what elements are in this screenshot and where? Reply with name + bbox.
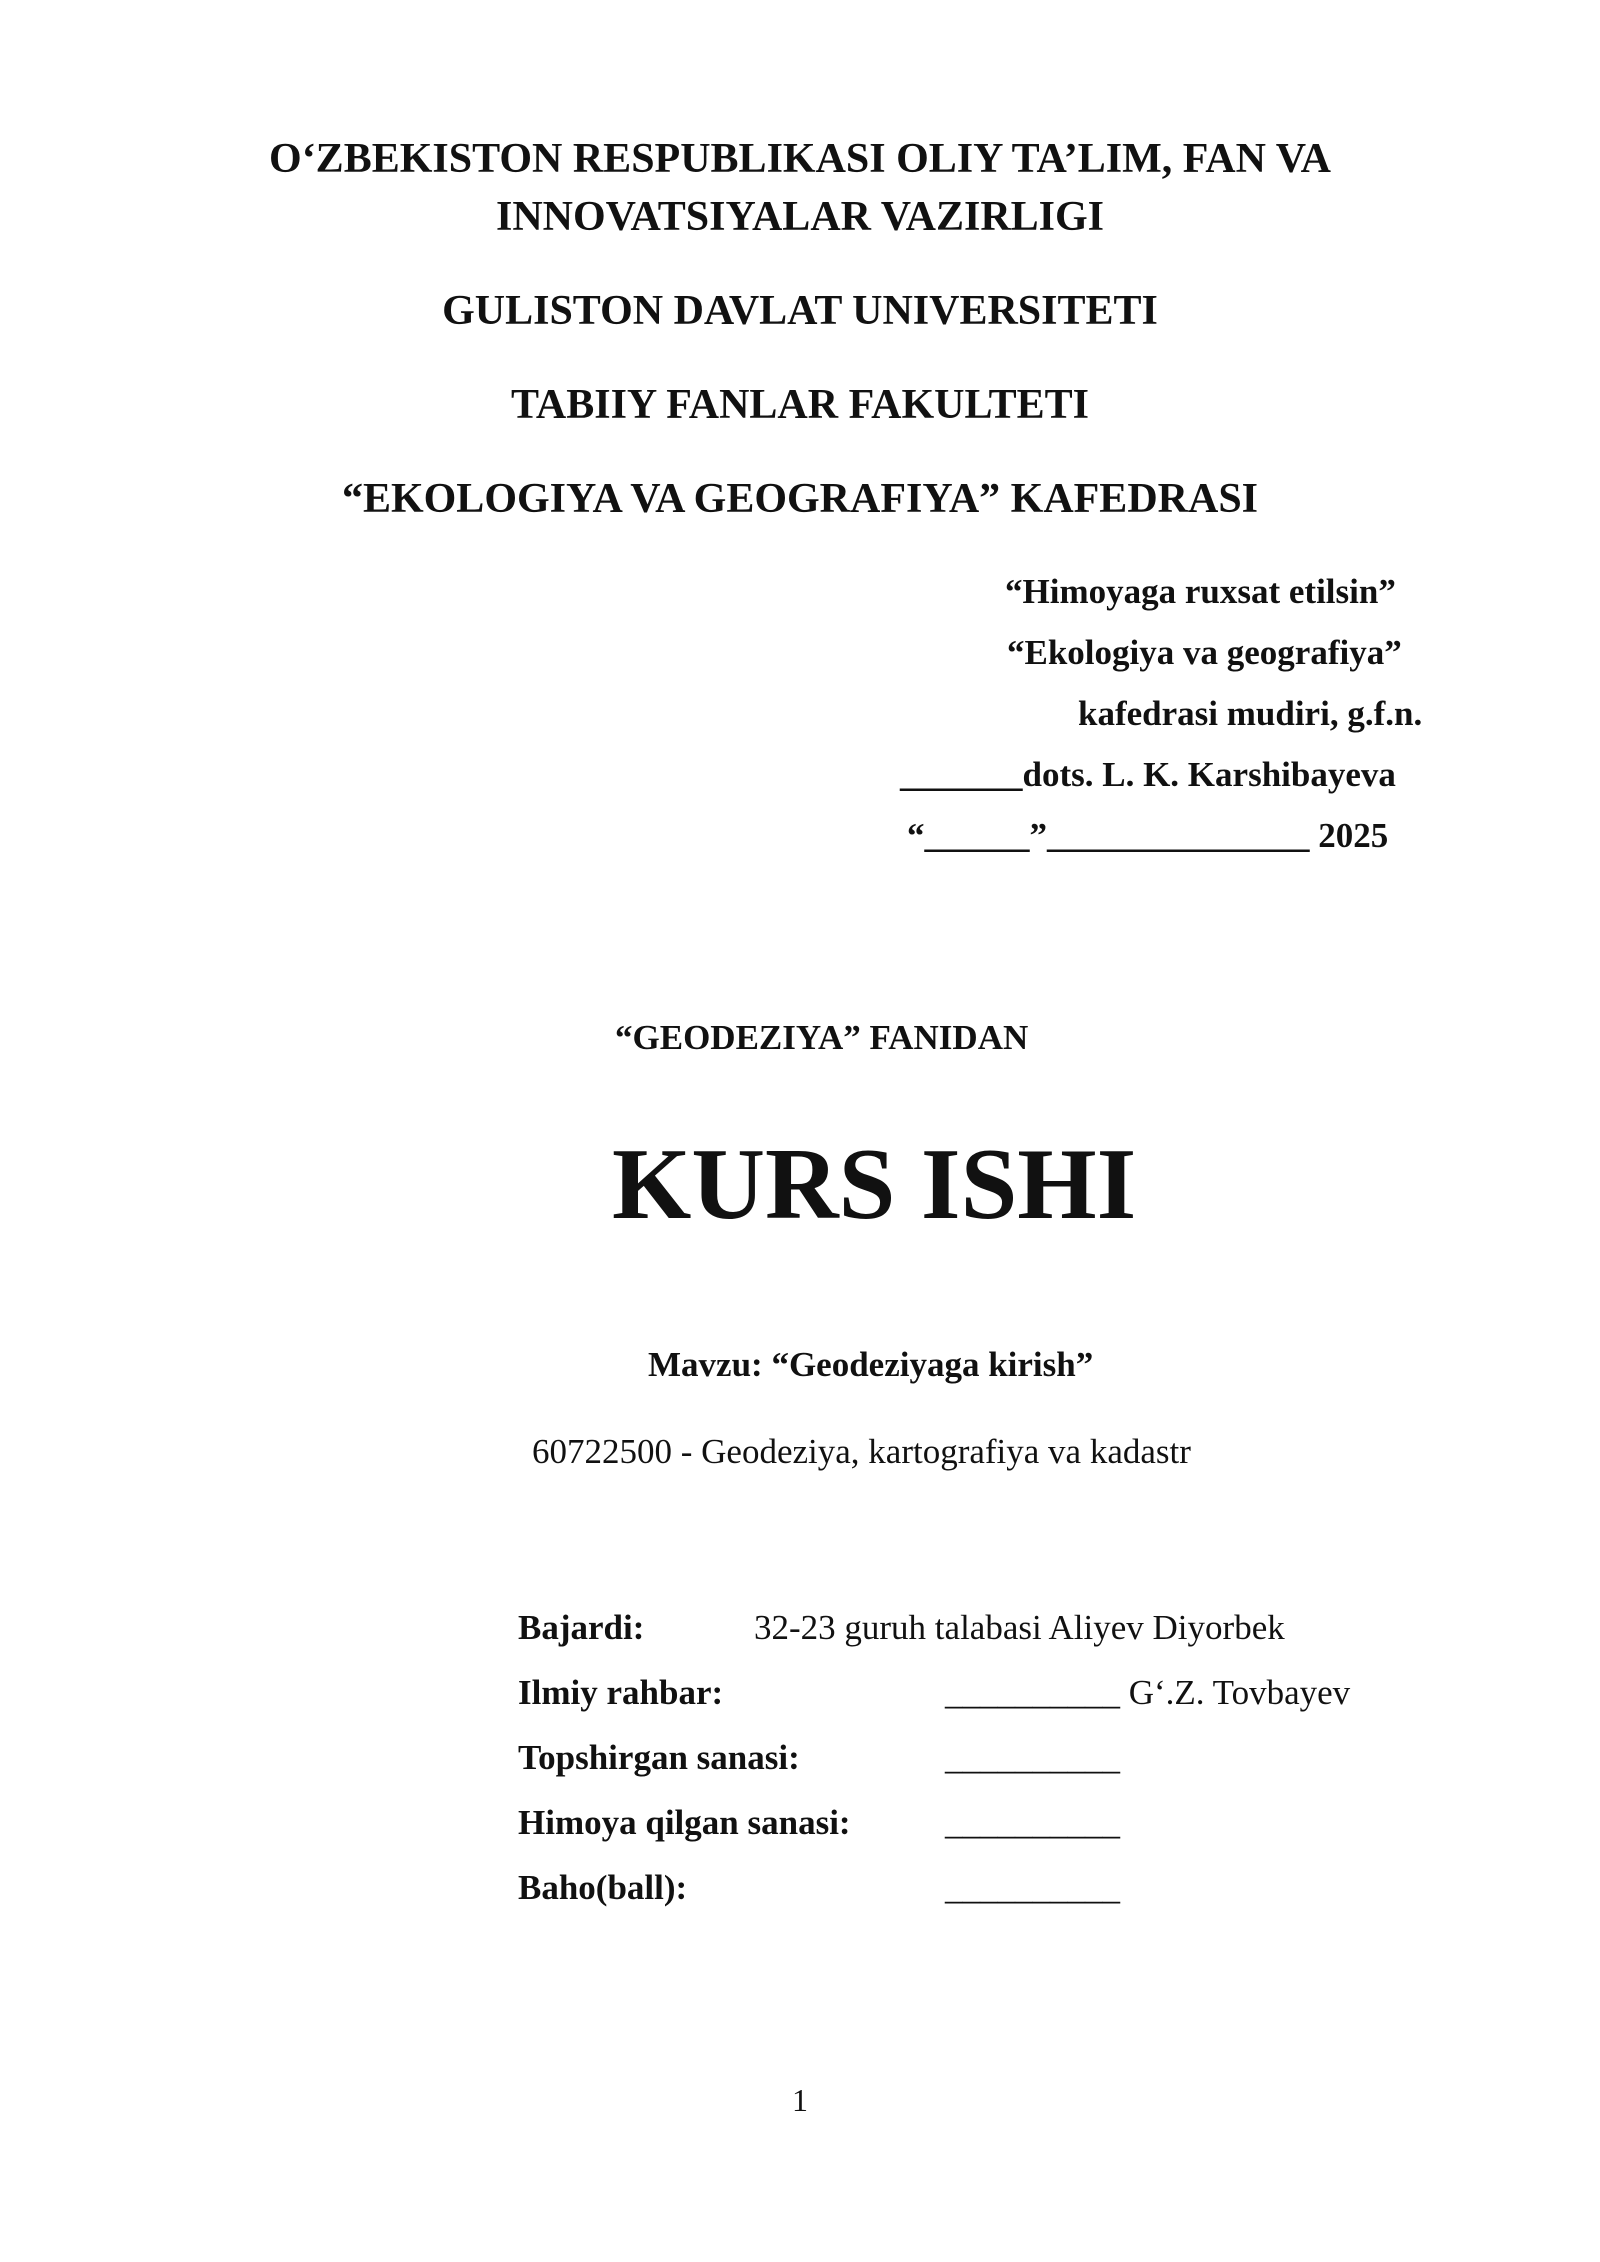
topic-title: Mavzu: “Geodeziyaga kirish” — [648, 1345, 1094, 1384]
approval-line-3: kafedrasi mudiri, g.f.n. — [1078, 694, 1423, 733]
supervisor-label: Ilmiy rahbar: — [518, 1673, 724, 1712]
supervisor-value: __________ G‘.Z. Tovbayev — [945, 1673, 1351, 1712]
completed-by-value: 32-23 guruh talabasi Aliyev Diyorbek — [754, 1608, 1285, 1647]
university-name: GULISTON DAVLAT UNIVERSITETI — [442, 288, 1158, 334]
specialty-line: 60722500 - Geodeziya, kartografiya va kadastr — [532, 1432, 1191, 1471]
submitted-date-label: Topshirgan sanasi: — [518, 1738, 800, 1777]
grade-label: Baho(ball): — [518, 1868, 688, 1907]
approval-line-1: “Himoyaga ruxsat etilsin” — [1005, 572, 1396, 611]
defended-date-value: __________ — [945, 1803, 1120, 1842]
ministry-line-1: O‘ZBEKISTON RESPUBLIKASI OLIY TA’LIM, FAN VA — [269, 136, 1331, 182]
grade-value: __________ — [945, 1868, 1120, 1907]
discipline-title: “GEODEZIYA” FANIDAN — [615, 1018, 1029, 1057]
defended-date-label: Himoya qilgan sanasi: — [518, 1803, 851, 1842]
department-name: “EKOLOGIYA VA GEOGRAFIYA” KAFEDRASI — [341, 476, 1259, 522]
approval-line-2: “Ekologiya va geografiya” — [1007, 633, 1402, 672]
work-type-title: KURS ISHI — [612, 1128, 1137, 1241]
page-number: 1 — [792, 2082, 808, 2118]
approval-line-4: _______dots. L. K. Karshibayeva — [900, 755, 1396, 794]
submitted-date-value: __________ — [945, 1738, 1120, 1777]
ministry-line-2: INNOVATSIYALAR VAZIRLIGI — [495, 194, 1105, 240]
approval-line-5: “______”_______________ 2025 — [907, 816, 1389, 855]
faculty-name: TABIIY FANLAR FAKULTETI — [511, 382, 1089, 428]
completed-by-label: Bajardi: — [518, 1608, 645, 1647]
